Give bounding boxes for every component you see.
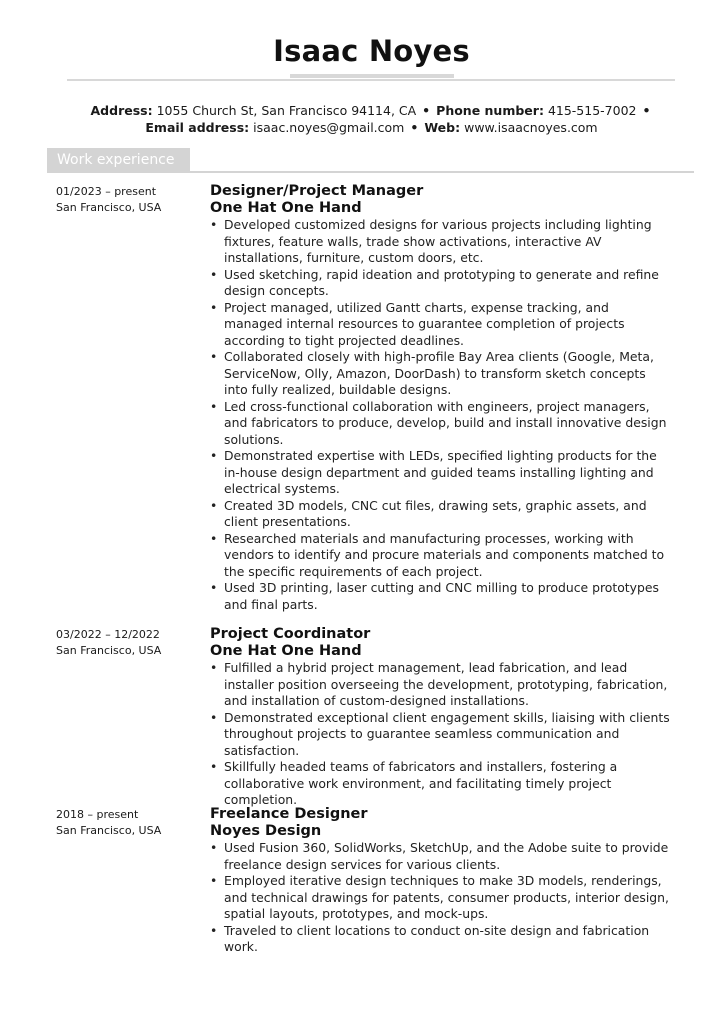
job-bullet: • Fulfilled a hybrid project management, lead fabrication, and lead installer position overseeing the development, prototyping, fabrication, and installation of custom-designed installations. [224, 660, 670, 710]
job-bullet: • Employed iterative design techniques to make 3D models, renderings, and technical drawings for patents, consumer products, interior design, spatial layouts, prototypes, and mock-ups. [224, 873, 670, 923]
section-title-work-experience: Work experience [47, 148, 190, 173]
job-bullet: • Used 3D printing, laser cutting and CNC milling to produce prototypes and final parts. [224, 580, 670, 613]
job-company: One Hat One Hand [210, 200, 362, 216]
email-label: Email address: [145, 120, 250, 135]
job-title: Freelance Designer [210, 806, 368, 822]
email-value[interactable]: isaac.noyes@gmail.com [253, 120, 405, 135]
section-divider [47, 171, 694, 173]
address-label: Address: [90, 103, 153, 118]
contact-separator: • [410, 120, 419, 135]
job-bullet: • Skillfully headed teams of fabricators and installers, fostering a collaborative work environment, and facilitating timely project completion. [224, 759, 670, 809]
job-location: San Francisco, USA [56, 824, 162, 837]
contact-separator: • [642, 103, 651, 118]
web-value[interactable]: www.isaacnoyes.com [464, 120, 598, 135]
job-company: Noyes Design [210, 823, 322, 839]
resume-name: Isaac Noyes [273, 34, 470, 68]
job-bullets [224, 660, 670, 809]
job-bullet: • Developed customized designs for various projects including lighting fixtures, feature walls, trade show activations, interactive AV installations, furniture, custom doors, etc. [224, 217, 670, 267]
job-bullet: • Collaborated closely with high-profile Bay Area clients (Google, Meta, ServiceNow, Olly, Amazon, DoorDash) to transform sketch concepts into fully realized, buildable designs. [224, 349, 670, 399]
job-title: Designer/Project Manager [210, 183, 424, 199]
phone-label: Phone number: [436, 103, 544, 118]
header-divider [67, 79, 675, 81]
job-bullet: • Created 3D models, CNC cut files, drawing sets, graphic assets, and client presentations. [224, 498, 670, 531]
web-label: Web: [424, 120, 461, 135]
job-bullet: • Demonstrated expertise with LEDs, specified lighting products for the in-house design department and guided teams installing lighting and electrical systems. [224, 448, 670, 498]
job-title: Project Coordinator [210, 626, 371, 642]
job-dates: 03/2022 – 12/2022 [56, 628, 160, 641]
job-location: San Francisco, USA [56, 201, 162, 214]
job-bullet: • Demonstrated exceptional client engagement skills, liaising with clients throughout projects to guarantee seamless communication and satisfaction. [224, 710, 670, 760]
job-bullets [224, 840, 670, 956]
job-bullet: • Traveled to client locations to conduct on-site design and fabrication work. [224, 923, 670, 956]
job-bullet: • Led cross-functional collaboration with engineers, project managers, and fabricators to produce, develop, build and install innovative design solutions. [224, 399, 670, 449]
job-bullet: • Used sketching, rapid ideation and prototyping to generate and refine design concepts. [224, 267, 670, 300]
contact-separator: • [422, 103, 431, 118]
contact-line-2 [0, 119, 723, 136]
address-value: 1055 Church St, San Francisco 94114, CA [156, 103, 417, 118]
job-dates: 2018 – present [56, 808, 139, 821]
job-dates: 01/2023 – present [56, 185, 157, 198]
job-bullet: • Project managed, utilized Gantt charts, expense tracking, and managed internal resources to guarantee completion of projects according to tight projected deadlines. [224, 300, 670, 350]
job-bullet: • Researched materials and manufacturing processes, working with vendors to identify and procure materials and components matched to the specific requirements of each project. [224, 531, 670, 581]
name-underline [290, 74, 454, 78]
job-company: One Hat One Hand [210, 643, 362, 659]
contact-line-1 [0, 102, 723, 119]
job-location: San Francisco, USA [56, 644, 162, 657]
job-bullet: • Used Fusion 360, SolidWorks, SketchUp, and the Adobe suite to provide freelance design services for various clients. [224, 840, 670, 873]
job-bullets [224, 217, 670, 613]
phone-value: 415-515-7002 [547, 103, 637, 118]
